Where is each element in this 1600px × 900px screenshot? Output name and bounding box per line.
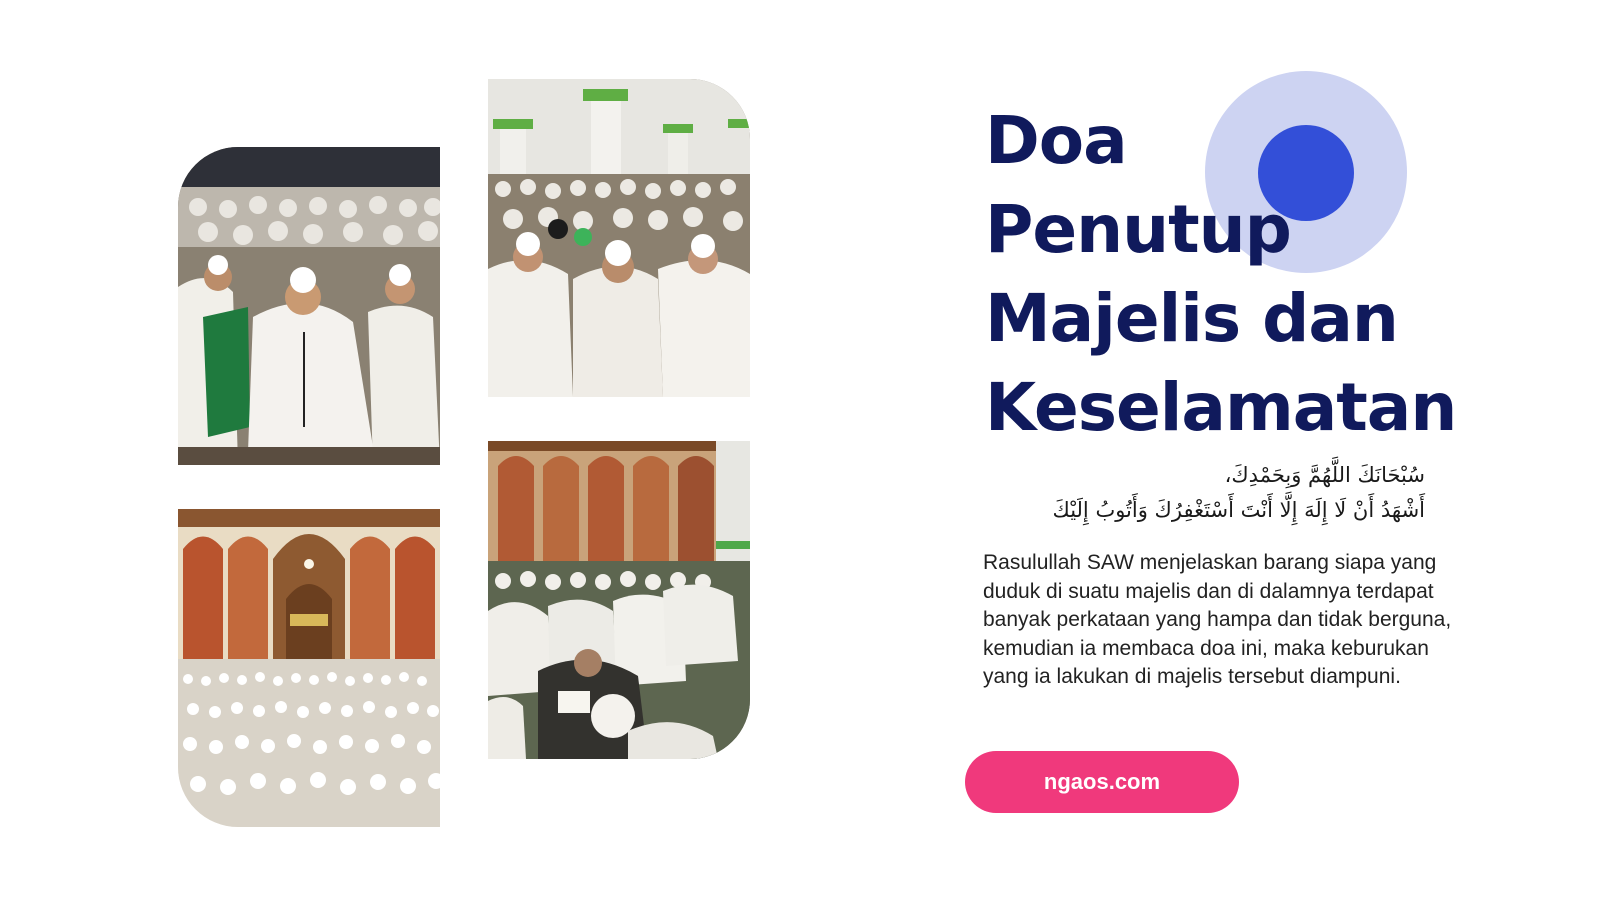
photo-reading-hall [488,441,750,759]
page-title: Doa Penutup Majelis dan Keselamatan [985,102,1457,446]
website-link-button[interactable]: ngaos.com [965,751,1239,813]
photo-imam-praying [178,147,440,465]
photo-mihrab-congregation [178,509,440,827]
prayer-description: Rasulullah SAW menjelaskan barang siapa yang duduk di suatu majelis dan di dalamnya terdapat banyak perkataan yang hampa dan tidak berguna, kemudian ia membaca doa ini, maka keburukan yang ia lakukan di majelis tersebut diampuni. [983,551,1452,688]
photo-mosque-crowd [488,79,750,397]
arabic-prayer-text: سُبْحَانَكَ اللَّهُمَّ وَبِحَمْدِكَ، أَشْهَدُ أَنْ لَا إِلَهَ إِلَّا أَنْتَ أَسْتَغْفِرُكَ وَأَتُوبُ إِلَيْكَ [1052,463,1425,522]
